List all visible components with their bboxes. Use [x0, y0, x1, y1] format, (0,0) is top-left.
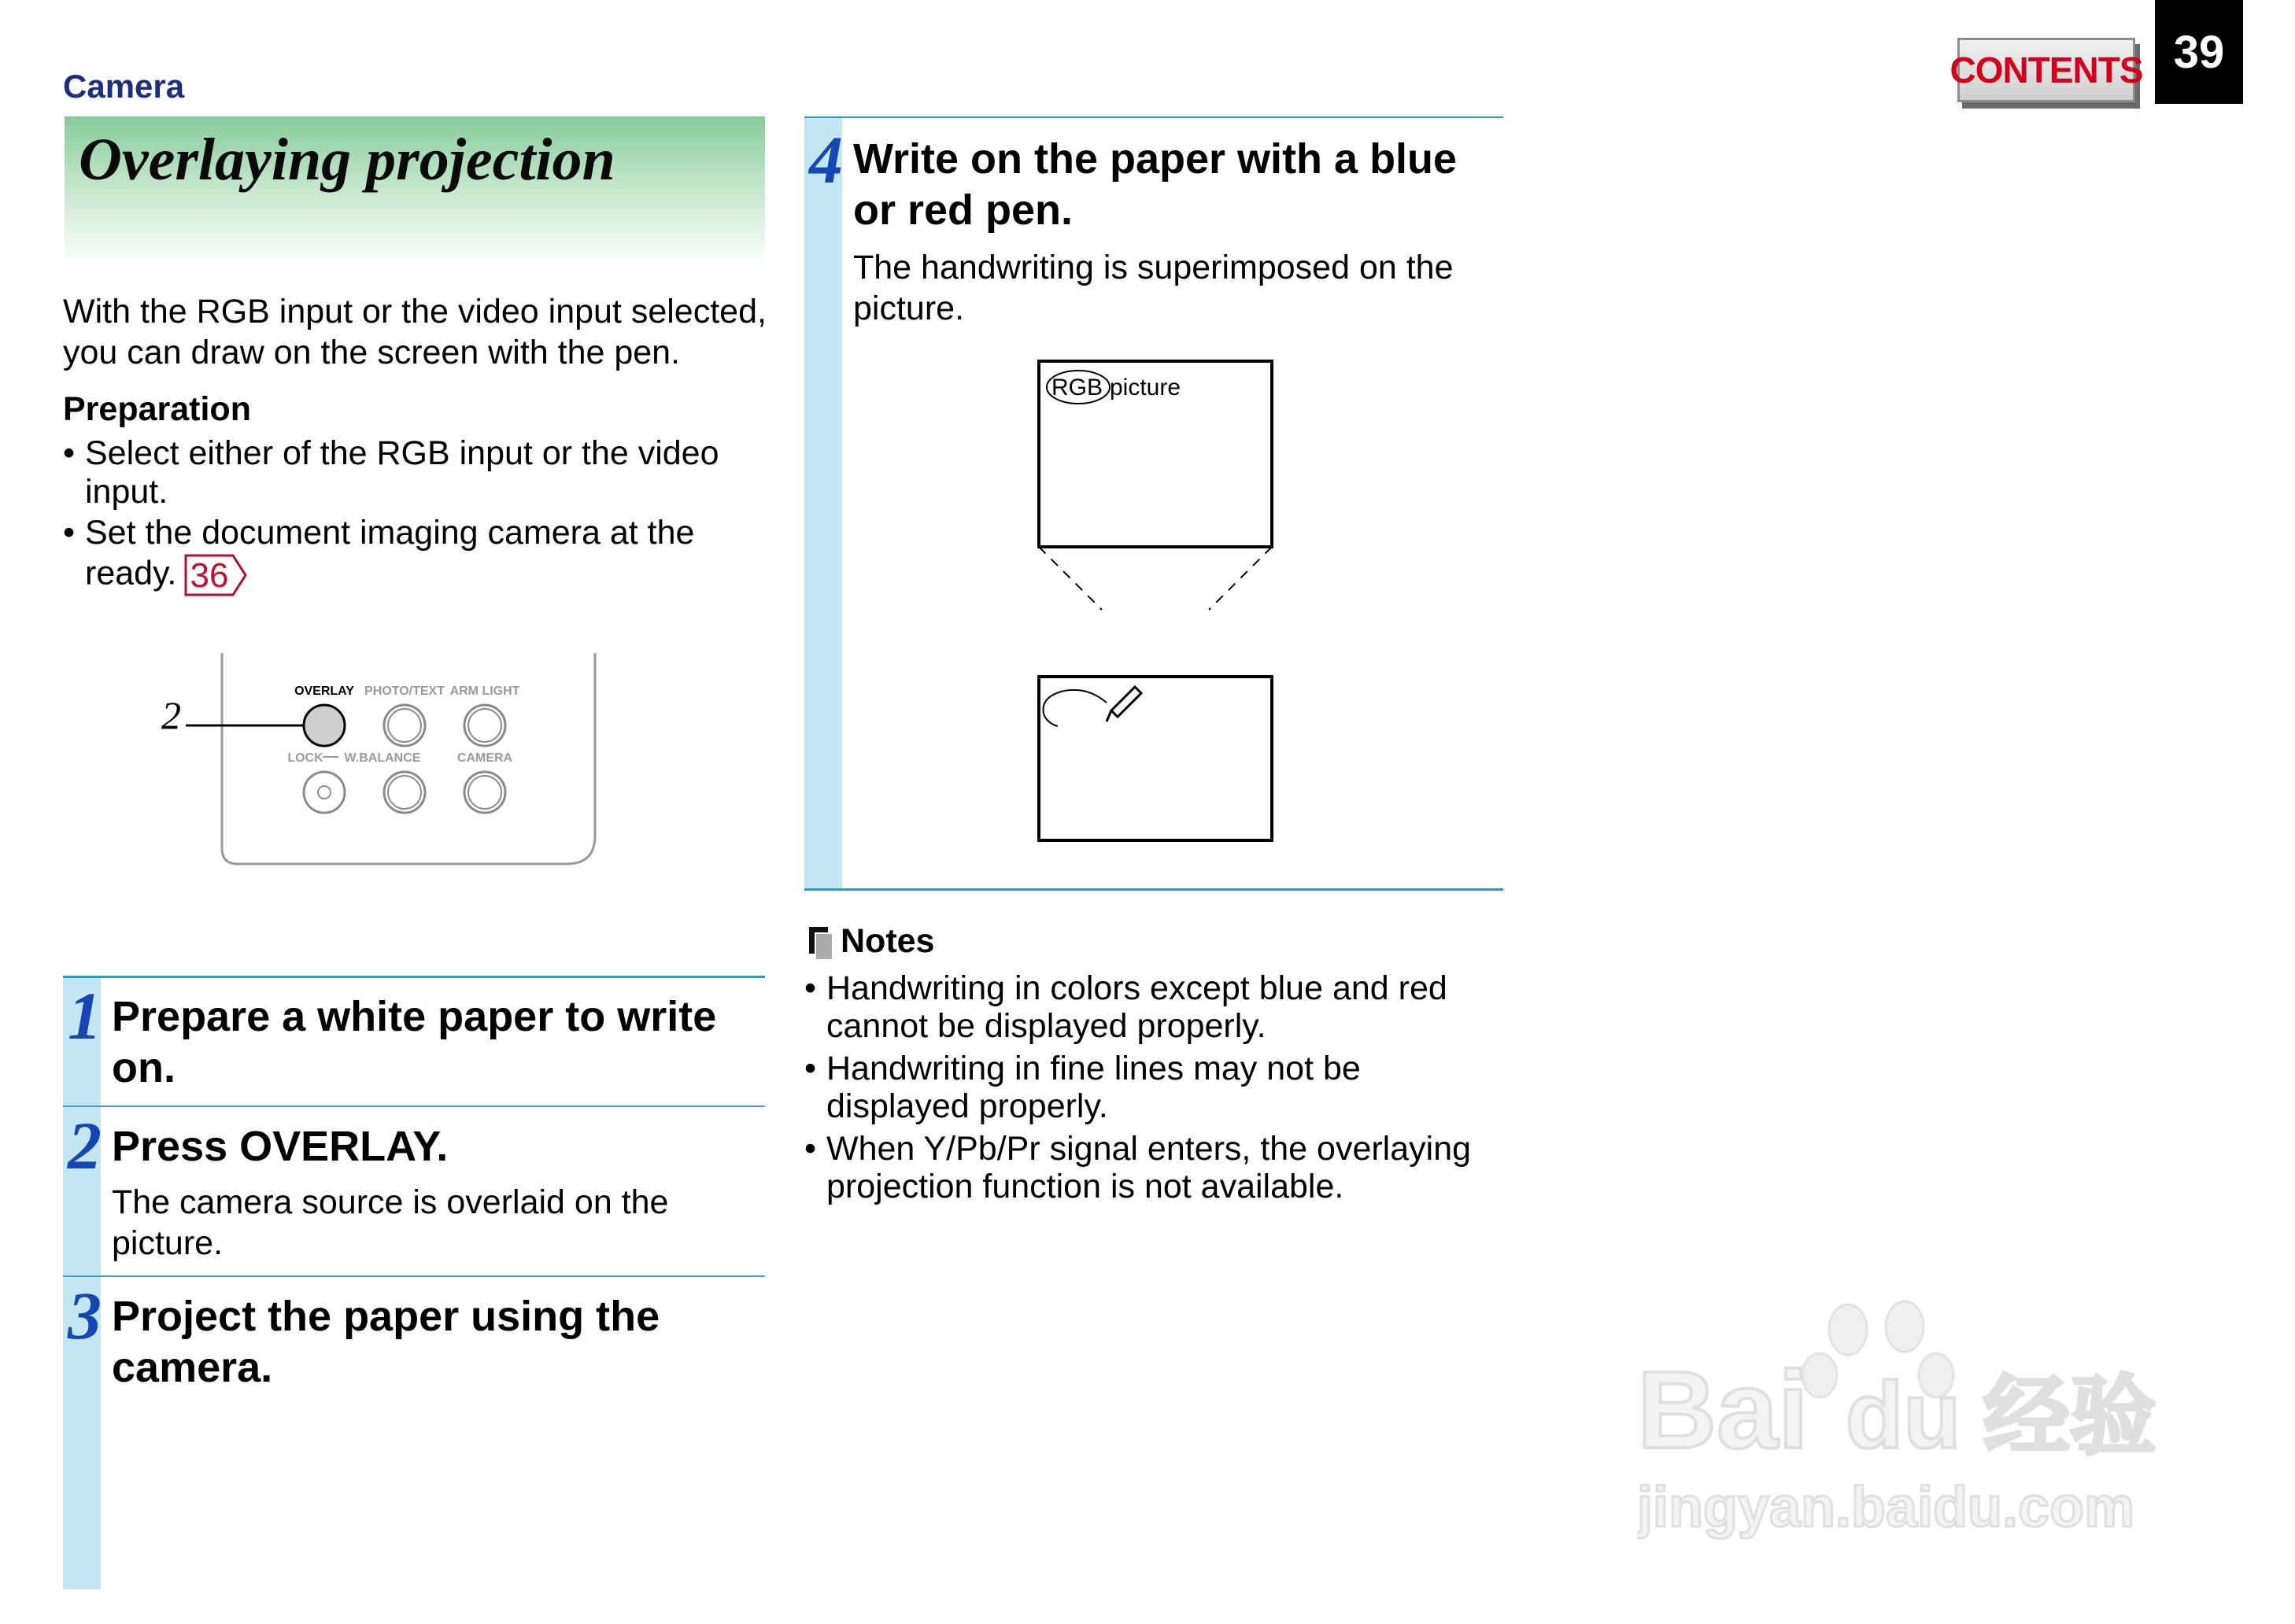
w-balance-label: W.BALANCE: [344, 751, 421, 765]
step-4-sidebar: [804, 118, 842, 889]
step-number: 2: [68, 1108, 102, 1183]
screen-label-circled: RGB: [1051, 375, 1103, 400]
camera-button[interactable]: [464, 772, 505, 813]
note-text: Handwriting in fine lines may not be displayed properly.: [826, 1050, 1361, 1125]
note-text: When Y/Pb/Pr signal enters, the overlaying projection function is not available.: [826, 1130, 1472, 1205]
page-title: Overlaying projection: [79, 127, 615, 193]
step-divider: [63, 976, 765, 978]
bullet-icon: •: [804, 1050, 817, 1087]
watermark-brand: Bai: [1637, 1348, 1809, 1471]
step-number: 3: [68, 1278, 102, 1353]
arm-light-label: ARM LIGHT: [449, 685, 520, 698]
preparation-bullet-text-content: Set the document imaging camera at the ready.: [85, 514, 695, 592]
preparation-bullet: [63, 434, 771, 511]
photo-text-button[interactable]: [384, 705, 425, 746]
step-divider: [63, 1275, 765, 1277]
step-title: Project the paper using the camera.: [112, 1293, 660, 1391]
step-body: The camera source is overlaid on the picture.: [112, 1183, 669, 1262]
page-reference-link[interactable]: [183, 552, 249, 598]
bullet-icon: •: [63, 434, 76, 472]
step-number: 1: [68, 978, 102, 1054]
overlay-illustration: [1031, 358, 1283, 846]
photo-text-label: PHOTO/TEXT: [364, 685, 445, 698]
section-label: Camera: [63, 68, 185, 105]
watermark-cn: 经验: [1983, 1366, 2156, 1467]
paper-sheet: [1039, 677, 1272, 840]
baidu-watermark: [1637, 1290, 2204, 1550]
step-divider: [804, 116, 1503, 118]
step-title: Prepare a white paper to write on.: [112, 993, 717, 1091]
step-body: The handwriting is superimposed on the picture.: [853, 249, 1454, 327]
step-number: 4: [809, 122, 843, 197]
lock-label: LOCK: [287, 751, 323, 765]
note-item: [804, 969, 1497, 1045]
preparation-heading: Preparation: [63, 390, 251, 428]
lock-button[interactable]: [304, 772, 345, 813]
step-divider: [804, 888, 1503, 891]
contents-button[interactable]: CONTENTS: [1957, 38, 2135, 102]
bullet-icon: •: [804, 1130, 817, 1168]
step-title: Write on the paper with a blue or red pen.: [853, 135, 1458, 234]
arm-light-button[interactable]: [464, 705, 505, 746]
w-balance-button[interactable]: [384, 772, 425, 813]
watermark-url: jingyan.baidu.com: [1637, 1476, 2135, 1539]
step-divider: [63, 1105, 765, 1107]
overlay-button[interactable]: [304, 705, 345, 746]
note-text: Handwriting in colors except blue and red cannot be displayed properly.: [826, 969, 1447, 1045]
page-reference-number: 36: [190, 556, 229, 595]
notes-heading: Notes: [841, 922, 935, 960]
screen-label: picture: [1110, 375, 1181, 400]
note-item: [804, 1050, 1497, 1125]
bullet-icon: •: [63, 514, 76, 552]
overlay-label: OVERLAY: [294, 685, 354, 698]
note-item: [804, 1130, 1497, 1205]
step-title: Press OVERLAY.: [112, 1123, 449, 1170]
control-panel-illustration: [142, 645, 614, 873]
page-number: 39: [2155, 0, 2243, 104]
camera-label: CAMERA: [456, 751, 513, 765]
preparation-bullet: [63, 514, 771, 598]
bullet-icon: •: [804, 969, 817, 1007]
preparation-bullet-text: Select either of the RGB input or the video input.: [85, 434, 719, 511]
intro-paragraph: With the RGB input or the video input selected, you can draw on the screen with the pen.: [63, 293, 767, 371]
notes-icon: [808, 925, 834, 961]
callout-number: 2: [161, 693, 181, 737]
preparation-bullet-text: [63, 514, 771, 598]
watermark-brand-du: du: [1846, 1363, 1961, 1468]
